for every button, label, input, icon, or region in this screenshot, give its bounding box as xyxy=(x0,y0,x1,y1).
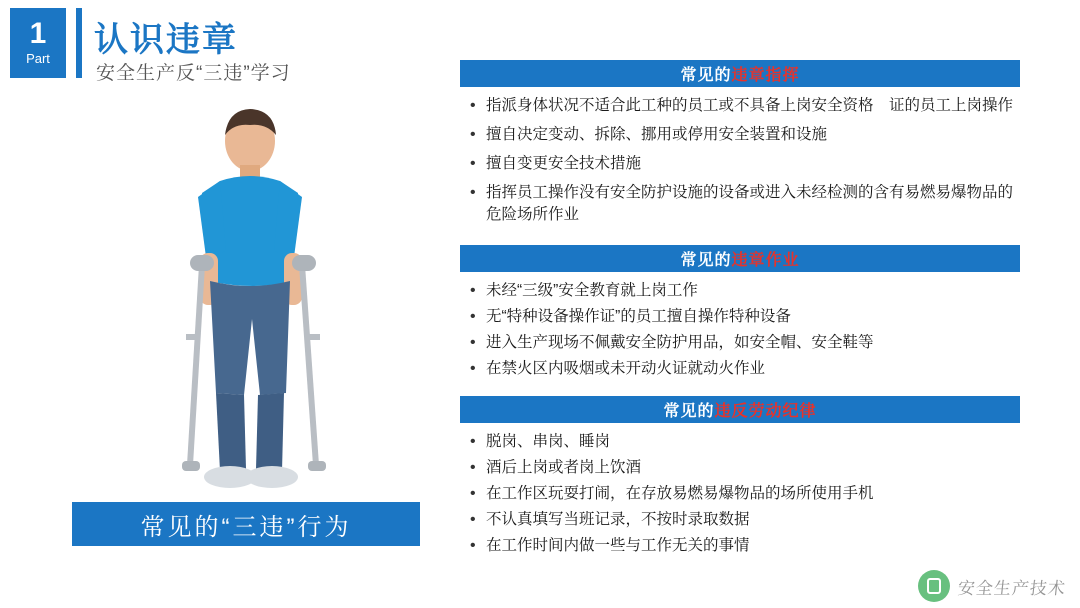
watermark-text: 安全生产技术 xyxy=(956,578,1067,598)
illustration-photo xyxy=(70,105,430,495)
list-item: • 在工作区玩耍打闹，在存放易燃易爆物品的场所使用手机 xyxy=(464,483,1016,505)
content-panel xyxy=(460,60,1020,573)
section-title-prefix: 常见的 xyxy=(663,403,715,420)
part-number: 1 xyxy=(29,17,47,50)
watermark xyxy=(918,570,1066,602)
section-title-prefix: 常见的 xyxy=(680,67,732,84)
bullet-list xyxy=(460,423,1020,565)
bullet-list xyxy=(460,87,1020,237)
section-title-accent: 违章指挥 xyxy=(731,67,800,84)
photo-caption: 常见的“三违”行为 xyxy=(72,502,420,546)
part-label: Part xyxy=(26,51,50,66)
section-header xyxy=(460,396,1020,423)
green-round-logo-icon xyxy=(918,570,950,602)
list-item: • 在禁火区内吸烟或未开动火证就动火作业 xyxy=(464,358,1016,380)
page-subtitle: 安全生产反“三违”学习 xyxy=(96,63,291,84)
list-item: • 不认真填写当班记录，不按时录取数据 xyxy=(464,509,1016,531)
page-title: 认识违章 xyxy=(94,21,238,59)
section-violation-operation xyxy=(460,245,1020,388)
list-item: • 擅自决定变动、拆除、挪用或停用安全装置和设施 xyxy=(464,124,1016,146)
section-title-prefix: 常见的 xyxy=(680,252,732,269)
title-divider-bar xyxy=(76,8,82,78)
list-item: • 在工作时间内做一些与工作无关的事情 xyxy=(464,535,1016,557)
list-item: • 指挥员工操作没有安全防护设施的设备或进入未经检测的含有易燃易爆物品的危险场所作业 xyxy=(464,182,1016,226)
bullet-list xyxy=(460,272,1020,388)
list-item: • 进入生产现场不佩戴安全防护用品，如安全帽、安全鞋等 xyxy=(464,332,1016,354)
section-header xyxy=(460,245,1020,272)
list-item: • 酒后上岗或者岗上饮酒 xyxy=(464,457,1016,479)
section-header xyxy=(460,60,1020,87)
list-item: • 无“特种设备操作证”的员工擅自操作特种设备 xyxy=(464,306,1016,328)
section-title-accent: 违反劳动纪律 xyxy=(714,403,817,420)
list-item: • 指派身体状况不适合此工种的员工或不具备上岗安全资格 证的员工上岗操作 xyxy=(464,95,1016,117)
section-violation-command xyxy=(460,60,1020,237)
list-item: • 未经“三级”安全教育就上岗工作 xyxy=(464,280,1016,302)
section-violation-discipline xyxy=(460,396,1020,565)
list-item: • 脱岗、串岗、睡岗 xyxy=(464,431,1016,453)
man-on-crutches-icon xyxy=(70,105,430,495)
section-title-accent: 违章作业 xyxy=(731,252,800,269)
part-badge xyxy=(10,8,66,78)
list-item: • 擅自变更安全技术措施 xyxy=(464,153,1016,175)
